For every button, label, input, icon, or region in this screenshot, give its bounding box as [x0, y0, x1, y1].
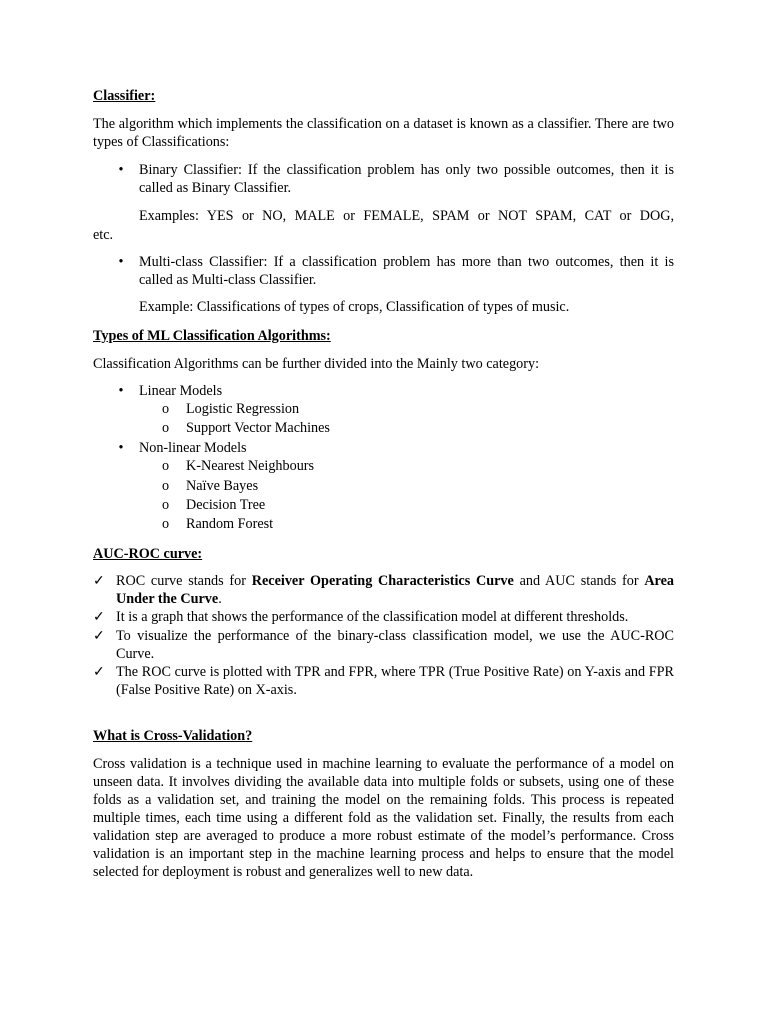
list-item: Decision Tree [186, 497, 266, 513]
types-intro: Classification Algorithms can be further divided into the Mainly two category: [93, 356, 540, 372]
auc-roc-term: Receiver Operating Characteristics Curve [251, 573, 514, 589]
check-icon: ✓ [93, 573, 105, 589]
nonlinear-models-label: Non-linear Models [139, 440, 247, 456]
classifier-heading: Classifier: [93, 88, 156, 104]
auc-point-1-c: and AUC stands for [513, 573, 645, 589]
multiclass-example: Example: Classifications of types of crops, Classification of types of music. [139, 299, 570, 315]
circle-bullet-icon: o [162, 478, 170, 494]
auc-heading: AUC-ROC curve: [93, 546, 203, 562]
check-icon: ✓ [93, 664, 105, 680]
binary-examples: Examples: YES or NO, MALE or FEMALE, SPAM or NOT SPAM, CAT or DOG, [139, 208, 674, 224]
circle-bullet-icon: o [162, 497, 170, 513]
check-icon: ✓ [93, 609, 105, 625]
bullet-icon: • [118, 440, 124, 456]
auc-point-1-a: ROC curve stands for [116, 573, 252, 589]
classifier-intro: The algorithm which implements the classification on a dataset is known as a classifier. There are two types of Classifications: [93, 116, 674, 150]
linear-models-label: Linear Models [139, 383, 223, 399]
cv-body: Cross validation is a technique used in machine learning to evaluate the performance of a model on unseen data. It involves dividing the available data into multiple folds or subsets, using one of these folds as a validation set, and training the model on the remaining folds. This process is repeated multiple times, each time using a different fold as the validation set. Finally, the results from each validation step are averaged to produce a more robust estimate of the model’s performance. Cross validation is an important step in the machine learning process and helps to ensure that the model selected for deployment is robust and generalizes well to new data. [93, 756, 674, 880]
multiclass-classifier-text: Multi-class Classifier: If a classification problem has more than two outcomes, then it is called as Multi-class Classifier. [139, 254, 674, 288]
list-item: K-Nearest Neighbours [186, 458, 315, 474]
bullet-icon: • [118, 383, 124, 399]
auc-point-3: To visualize the performance of the binary-class classification model, we use the AUC-ROC Curve. [116, 628, 674, 662]
auc-point-1-e: . [218, 591, 222, 607]
circle-bullet-icon: o [162, 458, 170, 474]
circle-bullet-icon: o [162, 401, 170, 417]
binary-examples-cont: etc. [93, 227, 114, 243]
circle-bullet-icon: o [162, 516, 170, 532]
auc-point-4: The ROC curve is plotted with TPR and FPR, where TPR (True Positive Rate) on Y-axis and FPR (False Positive Rate) on X-axis. [116, 664, 674, 698]
list-item: Logistic Regression [186, 401, 300, 417]
types-heading: Types of ML Classification Algorithms: [93, 328, 331, 344]
list-item: Naïve Bayes [186, 478, 259, 494]
circle-bullet-icon: o [162, 420, 170, 436]
check-icon: ✓ [93, 628, 105, 644]
auc-point-1 [116, 572, 674, 608]
bullet-icon: • [118, 254, 124, 270]
list-item: Random Forest [186, 516, 274, 532]
auc-point-2: It is a graph that shows the performance of the classification model at different thresholds. [116, 609, 629, 625]
bullet-icon: • [118, 162, 124, 178]
auc-term: Area Under the Curve [116, 573, 674, 607]
binary-classifier-text: Binary Classifier: If the classification problem has only two possible outcomes, then it is called as Binary Classifier. [139, 162, 674, 196]
cv-heading: What is Cross-Validation? [93, 728, 253, 744]
list-item: Support Vector Machines [186, 420, 330, 436]
